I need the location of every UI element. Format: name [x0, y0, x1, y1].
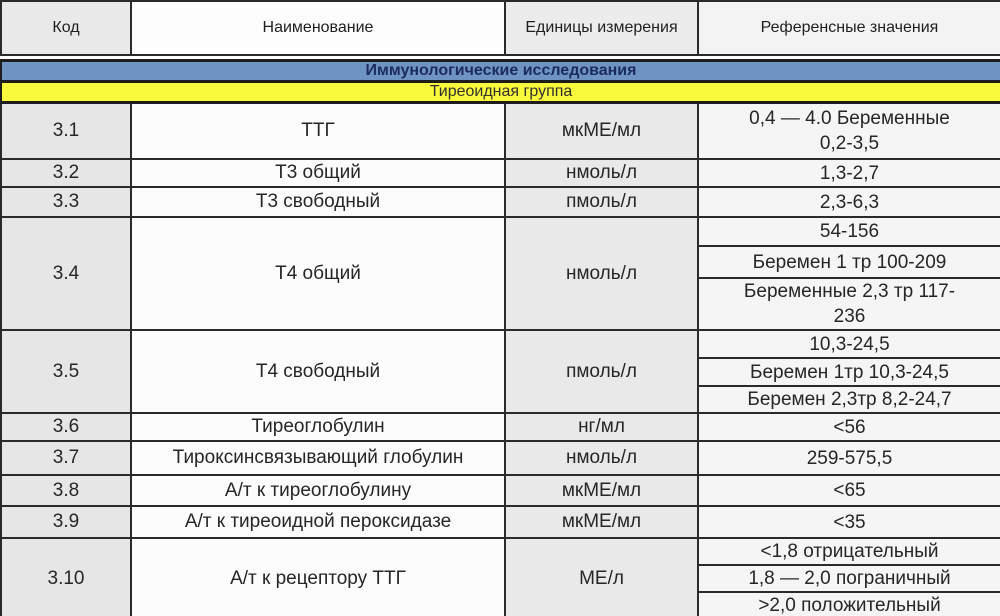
subsection-title: Тиреоидная группа [1, 81, 1000, 102]
row-3-1-name: ТТГ [131, 102, 505, 159]
table-header-row [1, 1, 1000, 55]
row-3-1-reference: 0,4 — 4.0 Беременные 0,2-3,5 [698, 102, 1000, 159]
column-header-name: Наименование [131, 1, 505, 55]
row-3-5-code: 3.5 [1, 330, 131, 413]
row-3-4-code: 3.4 [1, 217, 131, 330]
row-3-10-code: 3.10 [1, 538, 131, 616]
table-row [1, 102, 1000, 159]
row-3-7-code: 3.7 [1, 441, 131, 475]
row-3-5-name: Т4 свободный [131, 330, 505, 413]
row-3-6-code: 3.6 [1, 413, 131, 441]
table-row [1, 413, 1000, 441]
row-3-8-name: А/т к тиреоглобулину [131, 475, 505, 506]
row-3-9-code: 3.9 [1, 506, 131, 538]
section-band-immunology [1, 60, 1000, 81]
table-row [1, 506, 1000, 538]
row-3-1-unit: мкМЕ/мл [505, 102, 698, 159]
row-3-10-reference-3: >2,0 положительный [698, 592, 1000, 616]
row-3-3-name: Т3 свободный [131, 187, 505, 217]
table-row [1, 330, 1000, 358]
row-3-10-reference-1: <1,8 отрицательный [698, 538, 1000, 565]
column-header-reference: Референсные значения [698, 1, 1000, 55]
row-3-3-unit: пмоль/л [505, 187, 698, 217]
row-3-6-name: Тиреоглобулин [131, 413, 505, 441]
table-row [1, 538, 1000, 565]
row-3-6-unit: нг/мл [505, 413, 698, 441]
row-3-1-code: 3.1 [1, 102, 131, 159]
table-row [1, 159, 1000, 187]
row-3-9-unit: мкМЕ/мл [505, 506, 698, 538]
row-3-9-name: А/т к тиреоидной пероксидазе [131, 506, 505, 538]
table-row [1, 475, 1000, 506]
row-3-8-code: 3.8 [1, 475, 131, 506]
row-3-4-reference-2: Беремен 1 тр 100-209 [698, 246, 1000, 278]
row-3-2-name: Т3 общий [131, 159, 505, 187]
section-title: Иммунологические исследования [1, 60, 1000, 81]
row-3-5-reference-2: Беремен 1тр 10,3-24,5 [698, 358, 1000, 386]
row-3-8-reference: <65 [698, 475, 1000, 506]
row-3-4-unit: нмоль/л [505, 217, 698, 330]
row-3-7-name: Тироксинсвязывающий глобулин [131, 441, 505, 475]
column-header-units: Единицы измерения [505, 1, 698, 55]
row-3-7-reference: 259-575,5 [698, 441, 1000, 475]
row-3-2-reference: 1,3-2,7 [698, 159, 1000, 187]
row-3-10-unit: МЕ/л [505, 538, 698, 616]
row-3-2-unit: нмоль/л [505, 159, 698, 187]
subsection-band-thyroid [1, 81, 1000, 102]
row-3-5-reference-1: 10,3-24,5 [698, 330, 1000, 358]
row-3-5-reference-3: Беремен 2,3тр 8,2-24,7 [698, 386, 1000, 413]
row-3-9-reference: <35 [698, 506, 1000, 538]
row-3-10-name: А/т к рецептору ТТГ [131, 538, 505, 616]
table-row [1, 187, 1000, 217]
table-row [1, 217, 1000, 246]
row-3-6-reference: <56 [698, 413, 1000, 441]
column-header-code: Код [1, 1, 131, 55]
row-3-8-unit: мкМЕ/мл [505, 475, 698, 506]
row-3-3-code: 3.3 [1, 187, 131, 217]
row-3-2-code: 3.2 [1, 159, 131, 187]
row-3-4-reference-3: Беременные 2,3 тр 117-236 [698, 278, 1000, 330]
row-3-3-reference: 2,3-6,3 [698, 187, 1000, 217]
row-3-4-name: Т4 общий [131, 217, 505, 330]
row-3-7-unit: нмоль/л [505, 441, 698, 475]
row-3-10-reference-2: 1,8 — 2,0 пограничный [698, 565, 1000, 592]
row-3-4-reference-1: 54-156 [698, 217, 1000, 246]
row-3-5-unit: пмоль/л [505, 330, 698, 413]
table-row [1, 441, 1000, 475]
